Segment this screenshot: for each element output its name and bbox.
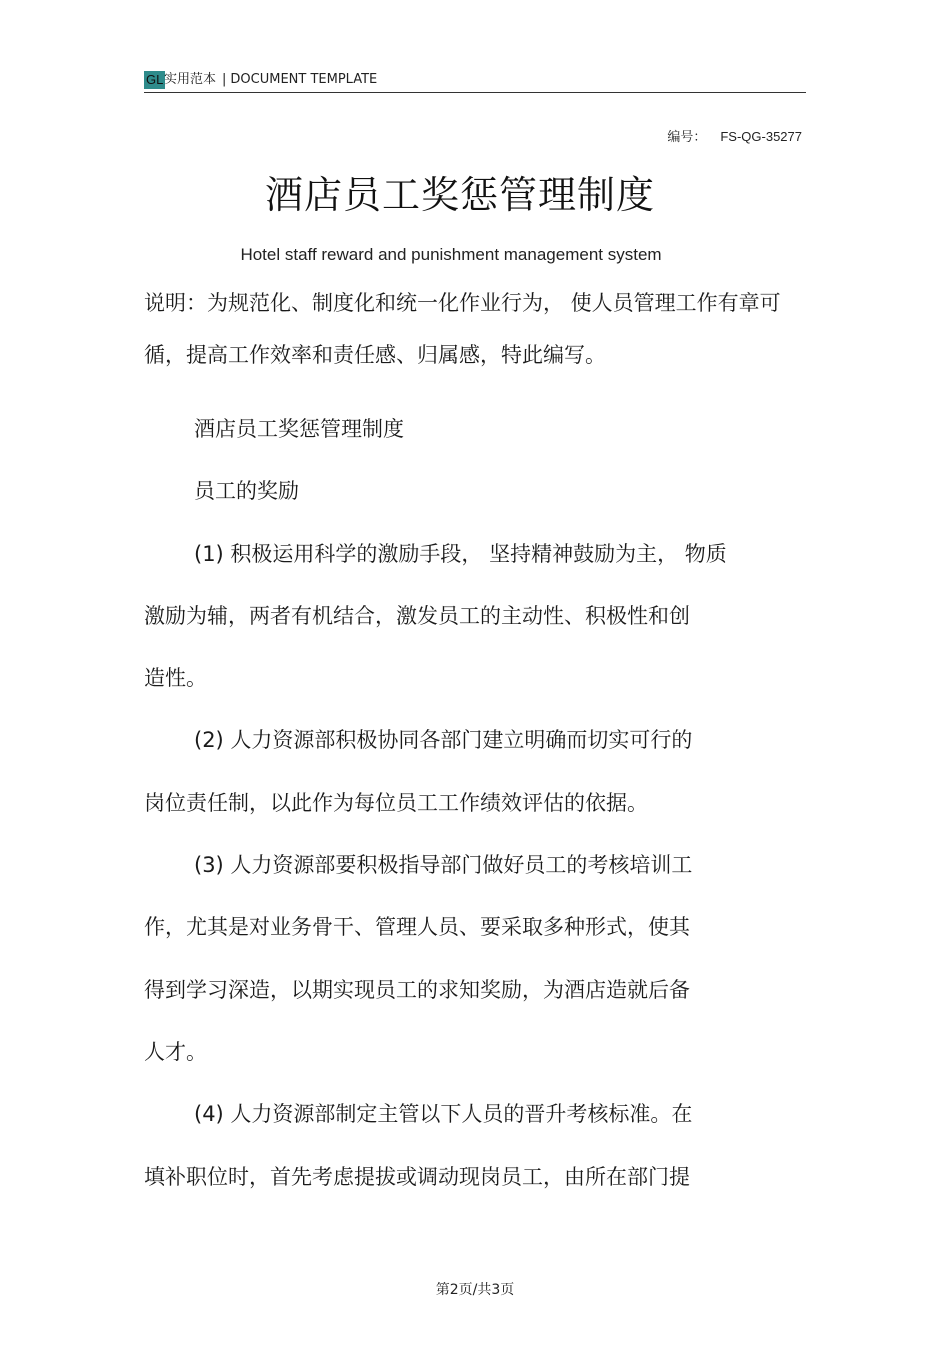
body-line: (4) 人力资源部制定主管以下人员的晋升考核标准。在 [194,1102,693,1126]
body-line: (1) 积极运用科学的激励手段， 坚持精神鼓励为主， 物质 [194,542,727,566]
header-label: 实用范本 [164,72,217,87]
body-line: 岗位责任制，以此作为每位员工工作绩效评估的依据。 [144,791,648,815]
body-line: 说明：为规范化、制度化和统一化作业行为， 使人员管理工作有章可 [144,291,781,315]
doc-number-value: FS-QG-35277 [720,129,802,144]
body-line: 造性。 [144,666,207,690]
document-subtitle: Hotel staff reward and punishment management system [240,245,662,264]
body-line: 激励为辅，两者有机结合，激发员工的主动性、积极性和创 [144,604,690,628]
body-line: (3) 人力资源部要积极指导部门做好员工的考核培训工 [194,853,693,877]
body-line: 填补职位时，首先考虑提拔或调动现岗员工，由所在部门提 [144,1165,690,1189]
header-template: DOCUMENT TEMPLATE [230,72,378,87]
body-line: (2) 人力资源部积极协同各部门建立明确而切实可行的 [194,728,693,752]
section-heading: 酒店员工奖惩管理制度 [194,417,404,441]
body-line: 循，提高工作效率和责任感、归属感，特此编写。 [144,343,606,367]
header-text [164,71,377,89]
section-heading: 员工的奖励 [194,479,299,503]
body-line: 作，尤其是对业务骨干、管理人员、要采取多种形式，使其 [144,915,690,939]
body-line: 人才。 [144,1040,207,1064]
page-footer: 第2页/共3页 [435,1282,515,1298]
document-number [667,126,802,145]
header-separator: | [222,72,227,87]
gl-badge: GL [146,72,164,87]
doc-number-label: 编号： [667,130,707,145]
body-line: 得到学习深造，以期实现员工的求知奖励，为酒店造就后备 [144,978,690,1002]
document-title: 酒店员工奖惩管理制度 [264,173,655,217]
document-header [144,70,806,93]
